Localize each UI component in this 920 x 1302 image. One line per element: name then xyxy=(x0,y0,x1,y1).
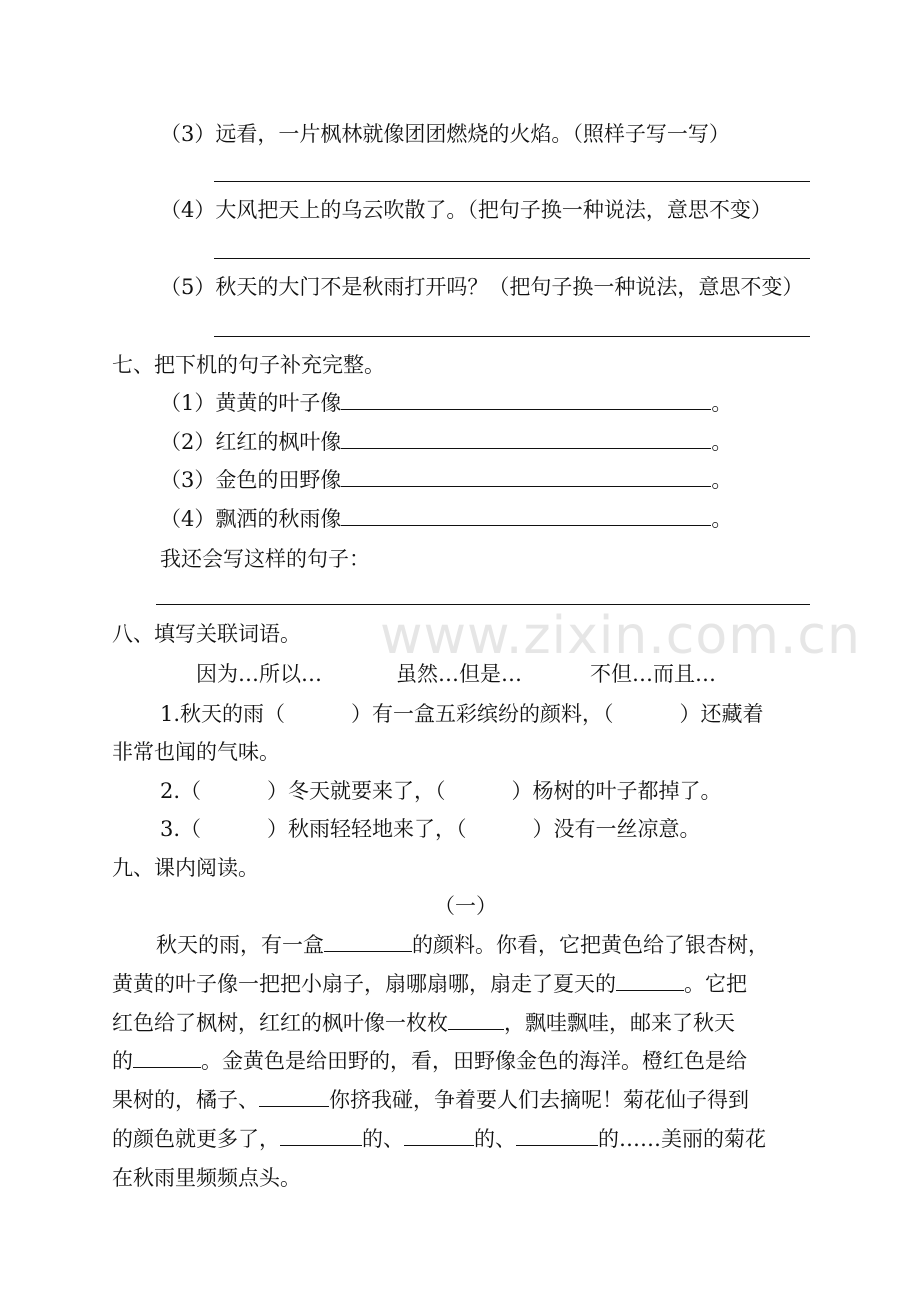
item-3-blank[interactable] xyxy=(341,466,711,487)
reading-line-1 xyxy=(156,931,769,959)
conjunction-option-3: 不但…而且… xyxy=(590,662,716,686)
section-7-item-3 xyxy=(160,466,732,494)
p1-blank[interactable] xyxy=(324,931,412,952)
conjunction-option-1: 因为…所以… xyxy=(196,662,322,686)
s3-text-a: 3.（ xyxy=(160,817,202,841)
item-4-prompt: （4）飘洒的秋雨像 xyxy=(160,507,342,531)
p6-text-b: 的、 xyxy=(362,1127,404,1151)
reading-part-title: （一） xyxy=(434,894,497,918)
item-2-prompt: （2）红红的枫叶像 xyxy=(160,430,342,454)
p6-text-c: 的、 xyxy=(474,1127,516,1151)
section-8-heading: 八、填写关联词语。 xyxy=(112,622,301,646)
question-6-4: （4）大风把天上的乌云吹散了。（把句子换一种说法，意思不变） xyxy=(160,198,772,222)
s1-text-c: ）还藏着 xyxy=(679,702,764,726)
sentence-8-2 xyxy=(160,777,722,805)
section-9-heading: 九、课内阅读。 xyxy=(112,856,259,880)
p4-text-a: 的 xyxy=(112,1049,133,1073)
answer-line-6-4[interactable] xyxy=(214,258,810,259)
sentence-8-1-line-1 xyxy=(160,700,764,728)
question-6-5: （5）秋天的大门不是秋雨打开吗？（把句子换一种说法，意思不变） xyxy=(160,275,804,299)
p3-text-a: 红色给了枫树，红红的枫叶像一枚枚 xyxy=(112,1011,448,1035)
p2-text-a: 黄黄的叶子像一把把小扇子，扇哪扇哪，扇走了夏天的 xyxy=(112,972,616,996)
reading-line-7: 在秋雨里频频点头。 xyxy=(112,1166,301,1190)
p3-text-b: ，飘哇飘哇，邮来了秋天 xyxy=(504,1011,735,1035)
section-7-extra-prompt: 我还会写这样的句子： xyxy=(160,547,370,571)
s3-text-c: ）没有一丝凉意。 xyxy=(532,817,701,841)
watermark: www.zixin.com.cn xyxy=(380,606,861,666)
reading-line-3 xyxy=(112,1009,735,1037)
p3-blank[interactable] xyxy=(448,1009,504,1030)
s2-text-b: ）冬天就要来了，（ xyxy=(267,779,446,803)
sentence-8-1-line-2: 非常也闻的气味。 xyxy=(112,740,280,764)
p1-text-b: 的颜料。你看，它把黄色给了银杏树， xyxy=(412,933,769,957)
p4-blank[interactable] xyxy=(133,1047,201,1068)
p1-text-a: 秋天的雨，有一盒 xyxy=(156,933,324,957)
s1-text-b: ）有一盒五彩缤纷的颜料，（ xyxy=(351,702,614,726)
conjunction-option-2: 虽然…但是… xyxy=(396,662,522,686)
p2-blank[interactable] xyxy=(616,970,684,991)
p5-text-a: 果树的，橘子、 xyxy=(112,1088,259,1112)
answer-line-6-3[interactable] xyxy=(214,181,810,182)
section-7-item-1 xyxy=(160,389,732,417)
p5-text-b: 你挤我碰，争着要人们去摘呢！菊花仙子得到 xyxy=(329,1088,749,1112)
item-4-end: 。 xyxy=(711,507,733,531)
item-2-blank[interactable] xyxy=(341,428,711,449)
section-7-heading: 七、把下机的句子补充完整。 xyxy=(112,353,385,377)
p2-text-b: 。它把 xyxy=(684,972,747,996)
item-1-prompt: （1）黄黄的叶子像 xyxy=(160,391,342,415)
s3-text-b: ）秋雨轻轻地来了，（ xyxy=(267,817,467,841)
reading-line-6 xyxy=(112,1125,766,1153)
s2-text-a: 2.（ xyxy=(160,779,202,803)
question-6-3: （3）远看，一片枫林就像团团燃烧的火焰。（照样子写一写） xyxy=(160,122,730,146)
p6-blank-3[interactable] xyxy=(516,1125,598,1146)
p6-blank-1[interactable] xyxy=(280,1125,362,1146)
s2-text-c: ）杨树的叶子都掉了。 xyxy=(511,779,722,803)
section-7-item-2 xyxy=(160,428,732,456)
item-3-prompt: （3）金色的田野像 xyxy=(160,468,342,492)
reading-line-2 xyxy=(112,970,747,998)
p5-blank[interactable] xyxy=(259,1086,329,1107)
s1-text-a: 1.秋天的雨（ xyxy=(160,702,286,726)
item-4-blank[interactable] xyxy=(341,505,711,526)
p4-text-b: 。金黄色是给田野的，看，田野像金色的海洋。橙红色是给 xyxy=(201,1049,747,1073)
item-3-end: 。 xyxy=(711,468,733,492)
reading-line-4 xyxy=(112,1047,747,1075)
p6-text-d: 的……美丽的菊花 xyxy=(598,1127,766,1151)
p6-text-a: 的颜色就更多了， xyxy=(112,1127,280,1151)
sentence-8-3 xyxy=(160,815,701,843)
reading-line-5 xyxy=(112,1086,749,1114)
section-7-item-4 xyxy=(160,505,732,533)
p6-blank-2[interactable] xyxy=(404,1125,474,1146)
item-1-end: 。 xyxy=(711,391,733,415)
answer-line-6-5[interactable] xyxy=(214,336,810,337)
item-2-end: 。 xyxy=(711,430,733,454)
answer-line-7-extra[interactable] xyxy=(156,604,810,605)
item-1-blank[interactable] xyxy=(341,389,711,410)
